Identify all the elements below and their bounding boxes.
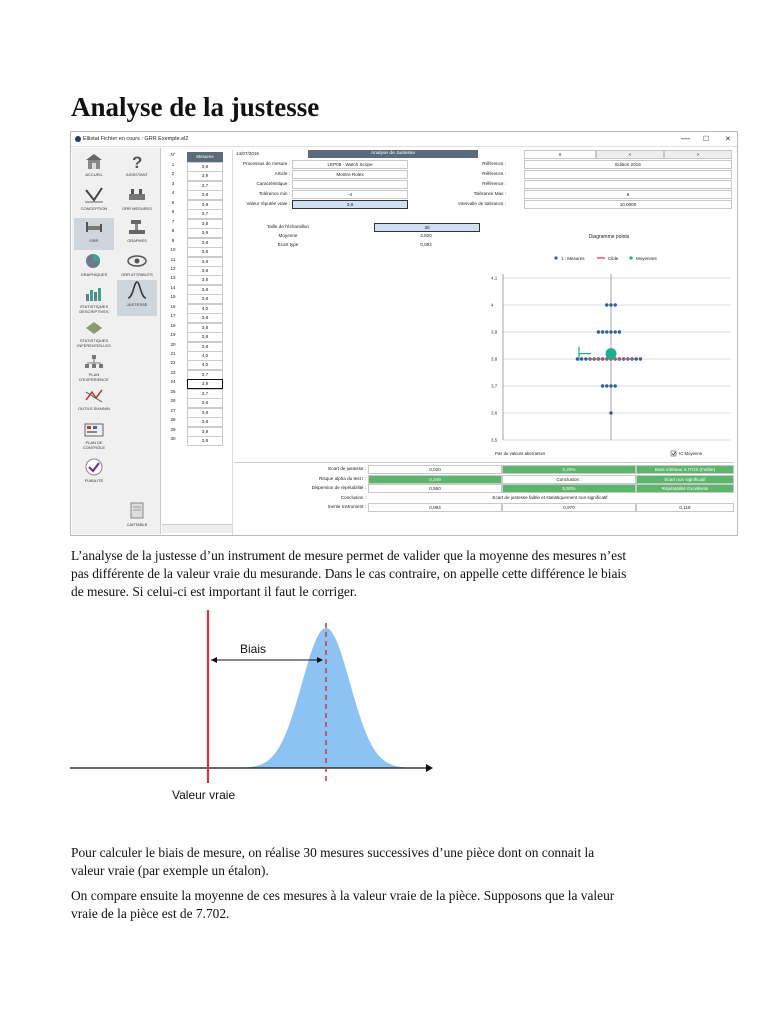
data-point [614,303,617,306]
sidebar-item-shainin[interactable] [74,388,114,420]
shainin-icon [84,388,104,404]
table-row [162,370,232,379]
row-number: 13 [170,275,176,281]
sidebar-item-label: ACCUEIL [85,172,103,177]
ref3-label: Référence : [482,181,506,186]
sidebar-item-label: GRR MESURES [122,206,152,211]
row-number: 4 [171,190,175,196]
interval-field[interactable]: 10,0000 [524,200,732,209]
sidebar-item-label: PLAN D'EXPÉRIENCE [79,372,109,382]
measure-cell[interactable]: 3,8 [187,219,223,229]
close-button[interactable]: ✕ [725,136,731,143]
result-label: Risque alpha du test t : [319,475,366,481]
table-row [162,398,232,407]
sample-size-label: Taille de l'échantillon [267,224,309,229]
sidebar-item-grr-mesures[interactable] [117,186,157,216]
result-cell: 0,970 [502,503,636,512]
paragraph-intro [71,547,711,601]
sidebar-item-label: FIABILITÉ [84,478,104,483]
table-row [162,257,232,266]
measure-cell[interactable]: 3,9 [187,171,223,181]
window-title: Ellistat Fichier en cours : GRR Exemple.el2 [83,136,189,142]
row-number: 20 [170,341,176,347]
data-point [614,384,617,387]
mean-value: 3,820 [374,232,478,239]
results-table [234,462,734,515]
result-cell: 0,094 [368,503,502,512]
sidebar-item-cartable[interactable] [117,502,157,532]
date-label: 14/07/2016 [236,151,259,156]
table-row [162,171,232,180]
measure-cell[interactable]: 4,0 [187,360,223,370]
arrow-head-icon [426,764,433,772]
table-row [162,228,232,237]
measure-cell[interactable]: 3,9 [187,379,223,389]
sidebar-item-justesse[interactable] [117,280,157,316]
row-number: 15 [170,294,176,300]
data-point [605,303,608,306]
row-number: 23 [170,369,176,375]
row-number: 9 [171,237,175,243]
measure-cell[interactable]: 3,7 [187,389,223,399]
row-number: 7 [171,218,175,224]
data-point [609,330,612,333]
check-icon [84,458,104,476]
prev-button[interactable]: < [596,150,664,159]
tol-min-label: Tolérance min : [258,191,290,196]
measure-cell[interactable]: 3,8 [187,190,223,200]
sidebar-item-fiabilite[interactable] [74,458,114,488]
row-number: 11 [170,256,176,262]
data-point [584,357,587,360]
sample-size-field[interactable]: 30 [374,223,480,232]
table-row [162,323,232,332]
y-tick-label: 3,9 [491,329,498,335]
chart-footer-left: Pas de valeurs aberrantes [495,451,546,456]
sidebar-item-grr[interactable] [74,218,114,250]
result-cell: 0,020 [368,465,502,474]
measure-cell[interactable]: 3,8 [187,275,223,285]
result-label: Conclusion : [340,494,366,500]
sidebar-item-label: CARTABLE [126,522,148,527]
app-window [70,131,738,536]
paragraph-compare [71,887,711,923]
table-row [162,190,232,199]
article-field[interactable]: Montre Rolex [292,170,408,179]
sidebar-item-label: STATISTIQUES DESCRIPTIVES [79,304,109,314]
maximize-button[interactable]: ☐ [703,136,710,143]
sidebar-item-label: GRAPHIQUES [80,272,108,277]
result-cell: Biais inférieur à IT/20 (Faible) [636,465,734,474]
measure-cell[interactable]: 3,9 [187,257,223,267]
table-row [162,266,232,275]
y-tick-label: 3,6 [491,410,498,416]
measures-header [162,152,232,161]
table-row [162,313,232,322]
y-tick-label: 4,1 [491,275,498,281]
next-button[interactable]: > [664,150,732,159]
legend-mean-marker [629,256,632,259]
eye-icon [127,252,147,270]
row-number: 16 [170,303,176,309]
design-icon [84,186,104,204]
bell-curve-icon [127,280,147,300]
row-number: 18 [170,322,176,328]
plot-area [491,274,731,443]
measure-cell[interactable]: 3,7 [187,209,223,219]
text-line: valeur vraie (par exemple un étalon). [71,863,269,878]
row-number: 19 [170,332,176,338]
table-row [162,389,232,398]
table-row [162,275,232,284]
row-number: 6 [171,209,175,215]
result-conclusion: Ecart de justesse faible et statistiquement non significatif [368,494,732,501]
text-line: On compare ensuite la moyenne de ces mesures à la valeur vraie de la pièce. Supposons que la valeur [71,888,615,903]
data-point [605,330,608,333]
sidebar-item-label: PLAN DE CONTRÔLE [82,440,106,450]
table-row [162,304,232,313]
pie-chart-icon [84,252,104,270]
sidebar-item-assistant[interactable] [117,152,157,182]
measure-cell[interactable]: 3,8 [187,313,223,323]
chart-title: Diagramme points [588,234,630,240]
row-number: 17 [170,313,176,319]
measure-cell[interactable]: 3,8 [187,408,223,418]
text-line: vraie de la pièce est de 7.702. [71,906,230,921]
table-row [162,247,232,256]
measure-cell[interactable]: 3,8 [187,332,223,342]
table-row [162,417,232,426]
table-row [162,238,232,247]
row-number: 29 [170,426,176,432]
sidebar-item-stats-inf[interactable] [74,320,114,354]
row-number: 10 [170,247,176,253]
measure-cell[interactable]: 3,8 [187,436,223,446]
data-point [609,303,612,306]
measure-cell[interactable]: 3,8 [187,247,223,257]
data-point [605,384,608,387]
ref2-field[interactable] [524,170,732,179]
data-point [635,357,638,360]
table-row [162,351,232,360]
caract-label: Caractéristique : [256,181,290,186]
graphs-icon [127,218,147,236]
measure-cell[interactable]: 3,8 [187,162,223,172]
measures-table [162,150,233,535]
sidebar [72,148,161,534]
col-n-header: N° [170,152,176,157]
data-point [597,330,600,333]
bias-label: Biais [240,642,267,656]
row-number: 12 [170,265,176,271]
process-field[interactable]: LEP08 - Watch Scope [292,160,408,169]
window-titlebar [71,132,737,147]
chart-legend [554,256,657,261]
result-cell: 0,118 [636,503,734,512]
text-line: de mesure. Si celui-ci est important il faut le corriger. [71,584,357,599]
bias-arrow-left-icon [211,657,217,663]
page-number: 0 [524,150,596,159]
sidebar-item-label: STATISTIQUES INFÉRENTIELLES [77,338,111,348]
chart-footer-right: IC Moyenne [679,451,703,456]
table-row [162,181,232,190]
table-row [162,219,232,228]
header-info [234,150,734,214]
sidebar-item-stats-desc[interactable] [74,286,114,320]
row-number: 30 [170,436,176,442]
true-value-label: Valeur vraie [172,788,236,802]
summary [234,222,494,252]
legend-measures-marker [554,256,557,259]
ref1-field[interactable]: Edition 2016 [524,160,732,169]
table-row [162,360,232,369]
data-point [618,330,621,333]
legend-measures: 1 : Mesures [561,256,585,261]
data-point [601,330,604,333]
measure-cell[interactable]: 3,8 [187,266,223,276]
data-point [639,357,642,360]
result-cell: Répétabilité Excellente [636,484,734,493]
measure-cell[interactable]: 4,0 [187,351,223,361]
text-line: Pour calculer le biais de mesure, on réalise 30 mesures successives d’une pièce dont on connait la [71,845,595,860]
sidebar-item-label: ASSISTANT [126,172,148,177]
measure-cell[interactable]: 3,9 [187,200,223,210]
row-number: 21 [170,351,176,356]
sidebar-item-label: OUTILS SHAININ [78,406,110,411]
row-number: 26 [170,398,176,404]
minimize-button[interactable]: — [681,133,690,143]
row-number: 28 [170,417,176,423]
result-label: Dispersion de répétabilité : [311,485,366,490]
horizontal-scrollbar[interactable] [162,524,232,533]
svg-text:?: ? [132,153,143,170]
text-line: L’analyse de la justesse d’un instrument de mesure permet de valider que la moyenne des mesures n’est [71,548,627,563]
sidebar-item-label: GRR ATTRIBUTS [121,272,153,277]
table-row [162,209,232,218]
doe-icon [84,354,104,370]
data-point [601,384,604,387]
table-row [162,379,232,388]
table-row [162,200,232,209]
ref2-label: Référence : [482,171,506,176]
paragraph-method [71,844,711,880]
sidebar-item-accueil[interactable] [74,152,114,182]
dot-plot-chart [491,226,735,462]
sd-value: 0,092 [374,241,478,248]
measure-cell[interactable]: 3,8 [187,342,223,352]
true-val-field[interactable]: 3,8 [292,200,408,209]
result-label: Inertie Instrument : [327,504,366,509]
legend-target: Cible [608,256,619,261]
table-row [162,436,232,445]
data-point [614,330,617,333]
row-number: 8 [171,228,175,234]
text-line: pas différente de la valeur vraie du mesurande. Dans le cas contraire, on appelle cette différence le biais [71,566,627,581]
sidebar-item-label: CONCEPTION [80,206,108,211]
ref3-field[interactable] [524,180,732,189]
table-row [162,285,232,294]
table-row [162,408,232,417]
sidebar-item-graphes[interactable] [117,218,157,250]
result-cell: 0,550 [368,484,502,493]
measure-cell[interactable]: 3,9 [187,427,223,437]
bias-figure [70,605,440,805]
table-row [162,294,232,303]
folder-icon [129,502,145,520]
y-tick-label: 3,8 [491,356,498,362]
question-icon [127,152,147,170]
grr-icon [84,218,104,236]
app-logo-icon [75,136,81,142]
measure-cell[interactable]: 3,6 [187,398,223,408]
row-number: 24 [170,379,176,385]
result-cell: 5,50% [502,484,636,493]
measure-cell[interactable]: 3,8 [187,285,223,295]
measure-cell[interactable]: 3,7 [187,181,223,191]
legend-mean: Moyennes [636,256,657,261]
table-row [162,162,232,171]
row-number: 22 [170,360,176,366]
row-number: 3 [171,180,175,186]
result-cell: Conclusion : [502,475,636,484]
sidebar-item-graphiques[interactable] [74,252,114,284]
sidebar-item-label: GRR [89,238,99,243]
measure-cell[interactable]: 3,7 [187,370,223,380]
col-mesures-header: Mesures [187,152,223,162]
result-label: Ecart de justesse : [328,466,366,471]
sidebar-item-label: JUSTESSE [126,302,148,307]
panel-title: Analyse de Justesse [308,150,478,158]
y-tick-label: 4 [491,302,494,308]
table-row [162,427,232,436]
result-cell: Ecart non significatif [636,475,734,484]
data-point [609,384,612,387]
result-cell: 0,249 [368,475,502,484]
sd-label: Ecart type [277,242,299,247]
measure-cell[interactable]: 3,8 [187,294,223,304]
row-number: 25 [170,388,176,394]
true-val-label: Valeur réputée vraie : [246,201,290,206]
result-cell: 0,20% [502,465,636,474]
row-number: 2 [171,171,175,177]
row-number: 27 [170,407,176,413]
mean-marker [606,348,617,359]
interval-label: Intervalle de tolérance : [458,201,506,206]
article-label: Article : [274,171,290,176]
tol-min-field[interactable]: -4 [292,190,408,199]
home-icon [84,152,104,170]
grr-measures-icon [127,186,147,204]
stats-icon [84,286,104,302]
table-row [162,342,232,351]
measure-cell[interactable]: 3,8 [187,238,223,248]
ref1-label: Référence : [482,161,506,166]
measure-cell[interactable]: 4,0 [187,304,223,314]
row-number: 14 [170,284,176,290]
sidebar-item-plan-controle[interactable] [74,422,114,454]
row-number: 1 [171,162,175,167]
control-plan-icon [84,422,104,438]
y-tick-label: 3,5 [491,437,498,443]
sidebar-item-label: GRAPHES [127,238,147,243]
mean-label: Moyenne [278,233,298,238]
data-point [580,357,583,360]
tol-max-field[interactable]: 6 [524,190,732,199]
measure-cell[interactable]: 3,9 [187,228,223,238]
process-label: Processus de mesure : [243,161,290,166]
page-title: Analyse de la justesse [71,92,320,122]
measure-cell[interactable]: 3,8 [187,417,223,427]
sidebar-item-conception[interactable] [74,186,114,216]
sidebar-item-plan-experience[interactable] [74,354,114,386]
y-tick-label: 3,7 [491,383,498,389]
caract-field[interactable] [292,180,408,189]
data-point [609,411,612,414]
table-row [162,332,232,341]
inference-icon [84,320,104,336]
row-number: 5 [171,199,175,205]
measure-cell[interactable]: 3,8 [187,323,223,333]
tol-max-label: Tolérance Max : [473,191,506,196]
